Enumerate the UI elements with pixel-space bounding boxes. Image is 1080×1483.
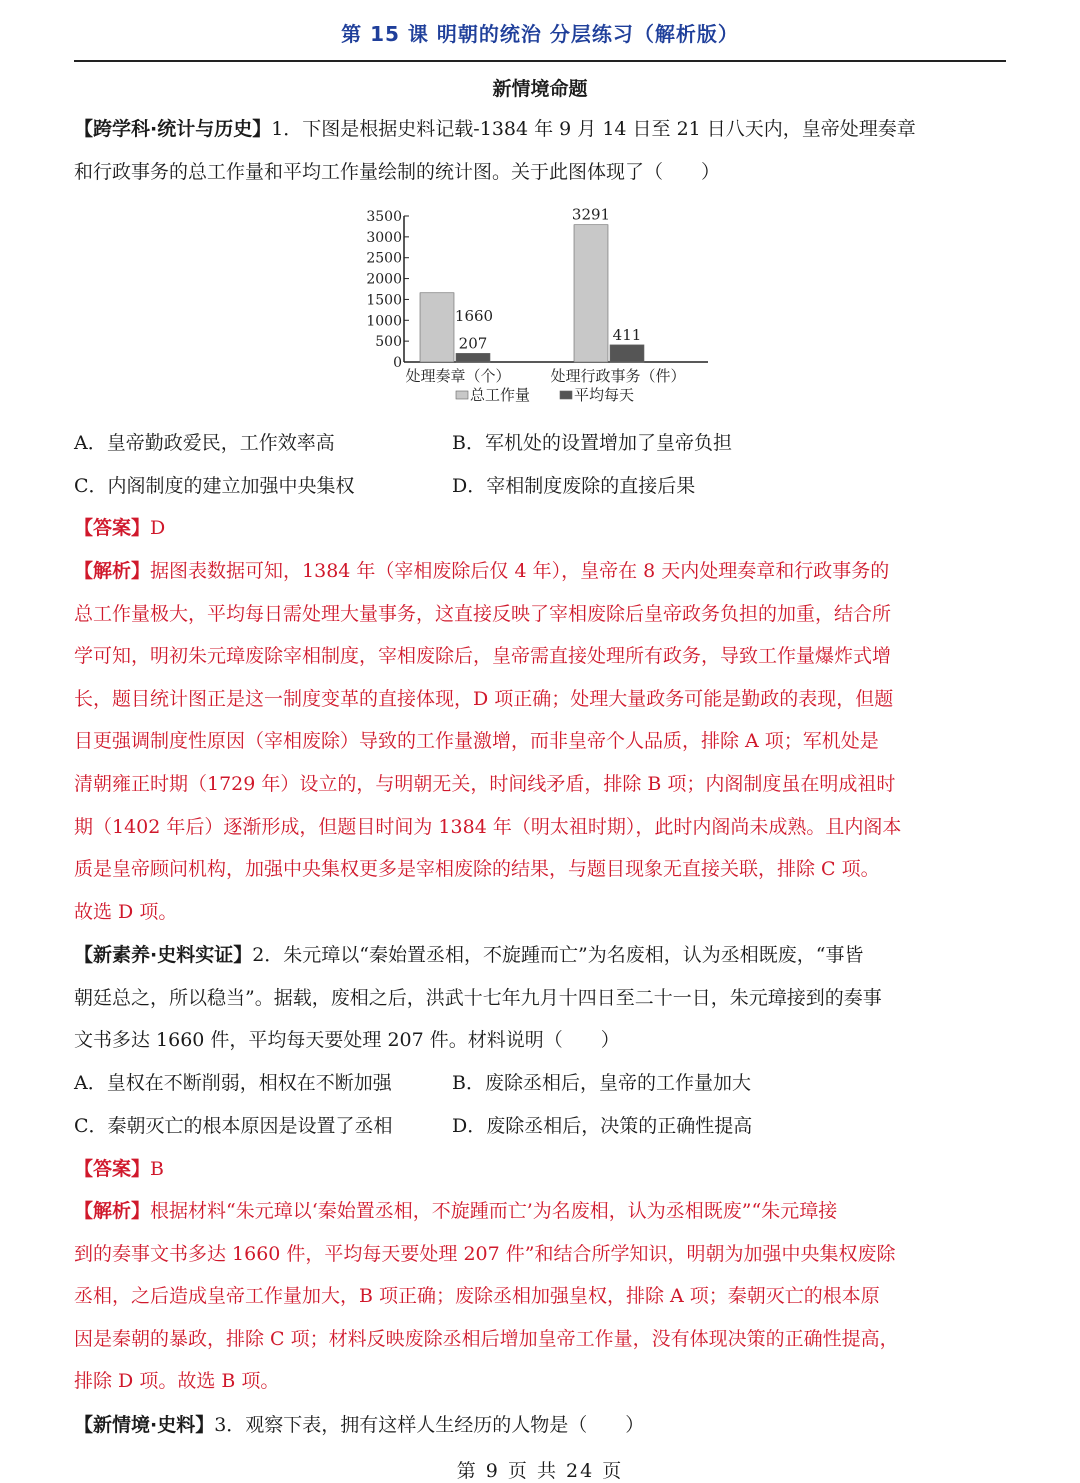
q2-analysis-line: 排除 D 项。故选 B 项。 bbox=[74, 1370, 280, 1393]
q1-analysis bbox=[74, 550, 1009, 933]
legend-entry: 平均每天 bbox=[574, 386, 635, 404]
q1-analysis-tag: 【解析】 bbox=[74, 560, 151, 582]
q1-analysis-line: 目更强调制度性原因（宰相废除）导致的工作量激增，而非皇帝个人品质，排除 A 项；军机处是 bbox=[74, 730, 879, 753]
q2-analysis-tag: 【解析】 bbox=[74, 1200, 151, 1222]
q2-analysis-line: 因是秦朝的暴政，排除 C 项；材料反映废除丞相后增加皇帝工作量，没有体现决策的正确性提高， bbox=[74, 1327, 899, 1350]
q2-answer-value: B bbox=[150, 1158, 164, 1180]
workload-bar-chart bbox=[356, 200, 726, 420]
q2-option-c[interactable]: C．秦朝灭亡的根本原因是设置了丞相 bbox=[74, 1115, 393, 1137]
q1-answer bbox=[74, 507, 1009, 550]
legend-entry: 总工作量 bbox=[470, 386, 531, 404]
q3-tag: 【新情境·史料】 bbox=[74, 1414, 215, 1436]
q1-stem-line1: 1．下图是根据史料记载-1384 年 9 月 14 日至 21 日八天内，皇帝处理奏章 bbox=[271, 118, 916, 140]
y-tick-label: 500 bbox=[375, 334, 402, 351]
header-divider bbox=[74, 60, 1006, 62]
q1-analysis-line: 据图表数据可知，1384 年（宰相废除后仅 4 年），皇帝在 8 天内处理奏章和行政事务的 bbox=[150, 560, 890, 582]
bar-data-label: 207 bbox=[458, 334, 488, 353]
q1-option-a[interactable]: A．皇帝勤政爱民，工作效率高 bbox=[74, 432, 335, 454]
q1-option-b[interactable]: B．军机处的设置增加了皇帝负担 bbox=[452, 432, 732, 454]
bar-average bbox=[456, 353, 490, 362]
q1-option-d[interactable]: D．宰相制度废除的直接后果 bbox=[452, 475, 696, 497]
q2-answer bbox=[74, 1148, 1009, 1191]
q1-tag: 【跨学科·统计与历史】 bbox=[74, 118, 272, 140]
q1-analysis-line: 期（1402 年后）逐渐形成，但题目时间为 1384 年（明太祖时期），此时内阁尚未成熟。且内阁本 bbox=[74, 815, 902, 838]
q1-analysis-line: 故选 D 项。 bbox=[74, 900, 178, 923]
q1-analysis-line: 质是皇帝顾问机构，加强中央集权更多是宰相废除的结果，与题目现象无直接关联，排除 C 项。 bbox=[74, 858, 880, 881]
q1-stem bbox=[74, 108, 1009, 193]
q2-option-b[interactable]: B．废除丞相后，皇帝的工作量加大 bbox=[452, 1072, 751, 1094]
q1-answer-value: D bbox=[150, 517, 166, 539]
q2-options-row2 bbox=[74, 1105, 1009, 1147]
q2-option-a[interactable]: A．皇权在不断削弱，相权在不断加强 bbox=[74, 1072, 392, 1094]
q2-stem-line3: 文书多达 1660 件，平均每天要处理 207 件。材料说明（ ） bbox=[74, 1029, 620, 1052]
page-footer: 第 9 页 共 24 页 bbox=[456, 1460, 624, 1482]
legend-swatch bbox=[456, 391, 468, 399]
bar-total bbox=[574, 225, 608, 362]
y-tick-label: 1000 bbox=[366, 313, 402, 330]
q1-analysis-line: 学可知，明初朱元璋废除宰相制度，宰相废除后，皇帝需直接处理所有政务，导致工作量爆炸式增 bbox=[74, 645, 892, 668]
y-tick-label: 2000 bbox=[366, 271, 402, 288]
bar-data-label: 1660 bbox=[454, 306, 494, 325]
q1-option-c[interactable]: C．内阁制度的建立加强中央集权 bbox=[74, 475, 355, 497]
q2-stem-line2: 朝廷总之，所以稳当”。据载，废相之后，洪武十七年九月十四日至二十一日，朱元璋接到的奏事 bbox=[74, 986, 882, 1009]
q1-options-row1 bbox=[74, 422, 1009, 464]
q1-analysis-line: 清朝雍正时期（1729 年）设立的，与明朝无关，时间线矛盾，排除 B 项；内阁制度虽在明成祖时 bbox=[74, 772, 896, 795]
bar-data-label: 411 bbox=[612, 325, 642, 344]
q1-analysis-line: 长，题目统计图正是这一制度变革的直接体现，D 项正确；处理大量政务可能是勤政的表现，但题 bbox=[74, 687, 894, 710]
q1-stem-line2: 和行政事务的总工作量和平均工作量绘制的统计图。关于此图体现了（ ） bbox=[74, 160, 721, 183]
q2-options-row1 bbox=[74, 1062, 1009, 1104]
x-category-label: 处理行政事务（件） bbox=[550, 367, 686, 385]
q1-options-row2 bbox=[74, 465, 1009, 507]
q3-stem bbox=[74, 1404, 1009, 1447]
q3-stem-line1: 3．观察下表，拥有这样人生经历的人物是（ ） bbox=[214, 1414, 645, 1436]
y-tick-label: 2500 bbox=[366, 250, 402, 267]
q2-analysis-line: 丞相，之后造成皇帝工作量加大，B 项正确；废除丞相加强皇权，排除 A 项；秦朝灭亡的根本原 bbox=[74, 1285, 880, 1308]
q1-answer-tag: 【答案】 bbox=[74, 517, 151, 539]
q2-stem-line1: 2．朱元璋以“秦始置丞相，不旋踵而亡”为名废相，认为丞相既废，“事皆 bbox=[252, 944, 864, 966]
legend-swatch bbox=[560, 391, 572, 399]
q2-stem bbox=[74, 934, 1009, 1062]
q2-analysis-line: 根据材料“朱元璋以‘秦始置丞相，不旋踵而亡’为名废相，认为丞相既废”“朱元璋接 bbox=[150, 1200, 838, 1222]
bar-total bbox=[420, 293, 454, 362]
page-header-title: 第 15 课 明朝的统治 分层练习（解析版） bbox=[341, 22, 739, 46]
q2-tag: 【新素养·史料实证】 bbox=[74, 944, 253, 966]
bar-average bbox=[610, 345, 644, 362]
q1-analysis-line: 总工作量极大，平均每日需处理大量事务，这直接反映了宰相废除后皇帝政务负担的加重，结合所 bbox=[74, 602, 892, 625]
section-title: 新情境命题 bbox=[492, 78, 588, 100]
q2-option-d[interactable]: D．废除丞相后，决策的正确性提高 bbox=[452, 1115, 753, 1137]
q2-answer-tag: 【答案】 bbox=[74, 1158, 151, 1180]
q2-analysis bbox=[74, 1190, 1009, 1403]
x-category-label: 处理奏章（个） bbox=[405, 367, 511, 385]
bar-data-label: 3291 bbox=[571, 205, 611, 224]
q2-analysis-line: 到的奏事文书多达 1660 件，平均每天要处理 207 件”和结合所学知识，明朝为加强中央集权废除 bbox=[74, 1242, 896, 1265]
y-tick-label: 3000 bbox=[366, 229, 402, 246]
y-tick-label: 3500 bbox=[366, 209, 402, 225]
y-tick-label: 1500 bbox=[366, 292, 402, 309]
y-tick-label: 0 bbox=[393, 355, 402, 371]
